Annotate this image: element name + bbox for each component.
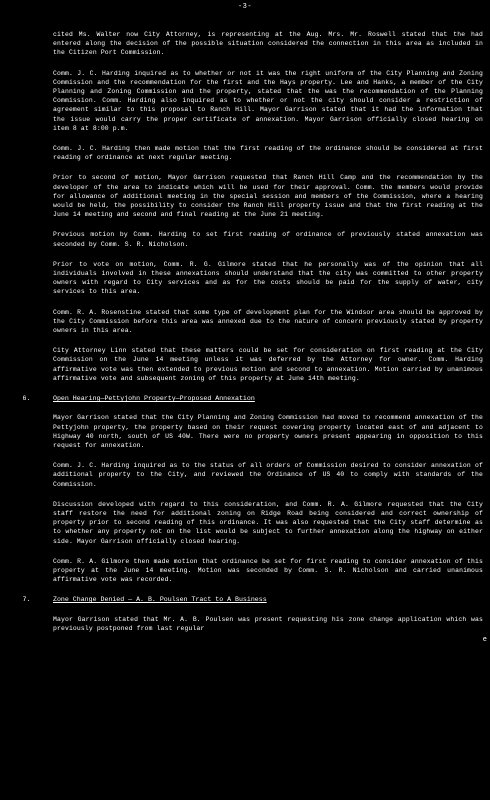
paragraph: Mayor Garrison stated that the City Planning and Zoning Commission had moved to recommend annexation of the Pettyjohn property, the property based on their request covering property located east of and adjacent to Highway 40 north, south of US 40W. There were no property owners present appearing in opposition to this request for annexation. bbox=[53, 414, 483, 449]
paragraph: Comm. R. A. Rosenstine stated that some type of development plan for the Windsor area should be approved by the City Commission before this area was annexed due to the nature of concern previously stated by property owners in this area. bbox=[53, 308, 483, 335]
paragraph: cited Ms. Walter now City Attorney, is representing at the Aug. Mrs. Mr. Roswell stated that the had entered along the decision of the possible situation considered the connection in this area as included in the Citizen Port Commission. bbox=[53, 31, 483, 57]
paragraph: Mayor Garrison stated that Mr. A. B. Poulsen was present requesting his zone change application which was previously postponed from last regular bbox=[53, 615, 483, 632]
paragraph: Prior to second of motion, Mayor Garrison requested that Ranch Hill Camp and the recommendation by the developer of the area to indicate which will be used for their approval. Comm. the members would provide for allowance of additional meeting in the special session and members of the Commission, where a hearing would be held, the possibility to consider the Ranch Hill property issue and that the first reading at the June 14 meeting and second and final reading at the June 21 meeting. bbox=[53, 174, 483, 219]
paragraph: Discussion developed with regard to this consideration, and Comm. R. A. Gilmore requested that the City staff restore the need for additional zoning on Ridge Road being considered and correct ownership of property prior to second reading of this ordinance. It was also requested that the City staff determine as to whether any property not on the list would be subject to further annexation along the highway on either side. Mayor Garrison officially closed hearing. bbox=[53, 500, 483, 545]
agenda-item-7 bbox=[0, 595, 483, 604]
paragraph: Prior to vote on motion, Comm. R. G. Gilmore stated that he personally was of the opinion that all individuals involved in these annexations should understand that the city was committed to other property owners with regard to City services and as for the costs should be paid for the supply of water, city services to this area. bbox=[53, 260, 483, 296]
edge-mark: e bbox=[482, 636, 487, 644]
item-heading: Zone Change Denied — A. B. Poulsen Tract to A Business bbox=[53, 596, 267, 604]
paragraph: Comm. J. C. Harding inquired as to whether or not it was the right uniform of the City Planning and Zoning Commission and the recommendation for the first and the Hays property. Lee and Hanks, a member of the City Planning and Zoning Commission and the property, stated that the was the recommendation of the Planning Commission. Comm. Harding also inquired as to whether or not the city should consider a restriction of agreement similar to this proposal to Ranch Hill. Mayor Garrison stated that it had the information that the issue would carry the proper certificate of annexation. Mayor Garrison officially closed hearing on item 8 at 8:00 p.m. bbox=[53, 69, 483, 132]
paragraph: Comm. R. A. Gilmore then made motion that ordinance be set for first reading to consider annexation of this property at the June 14 meeting. Motion was seconded by Comm. S. R. Nicholson and carried unanimous affirmative vote was recorded. bbox=[53, 557, 483, 584]
agenda-item-6 bbox=[0, 394, 483, 403]
paragraph: Previous motion by Comm. Harding to set first reading of ordinance of previously stated annexation was seconded by Comm. S. R. Nicholson. bbox=[53, 231, 483, 248]
document-body bbox=[22, 30, 483, 644]
item-heading: Open Hearing—Pettyjohn Property—Proposed Annexation bbox=[53, 395, 255, 403]
paragraph: City Attorney Linn stated that these matters could be set for consideration on first reading at the City Commission on the June 14 meeting unless it was deferred by the Attorney for owner. Comm. Harding affirmative vote was then extended to previous motion and second to annexation. Motion carried by unanimous affirmative vote and subsequent zoning of this property at June 14th meeting. bbox=[53, 347, 483, 382]
paragraph: Comm. J. C. Harding inquired as to the status of all orders of Commission desired to consider annexation of additional property to the City, and reviewed the Ordinance of US 40 to comply with standards of the Commission. bbox=[53, 462, 483, 488]
paragraph: Comm. J. C. Harding then made motion that the first reading of the ordinance should be considered at first reading of ordinance at next regular meeting. bbox=[53, 145, 483, 162]
item-number: 7. bbox=[22, 596, 31, 604]
item-number: 6. bbox=[22, 395, 31, 403]
page-number: -3- bbox=[237, 3, 253, 11]
